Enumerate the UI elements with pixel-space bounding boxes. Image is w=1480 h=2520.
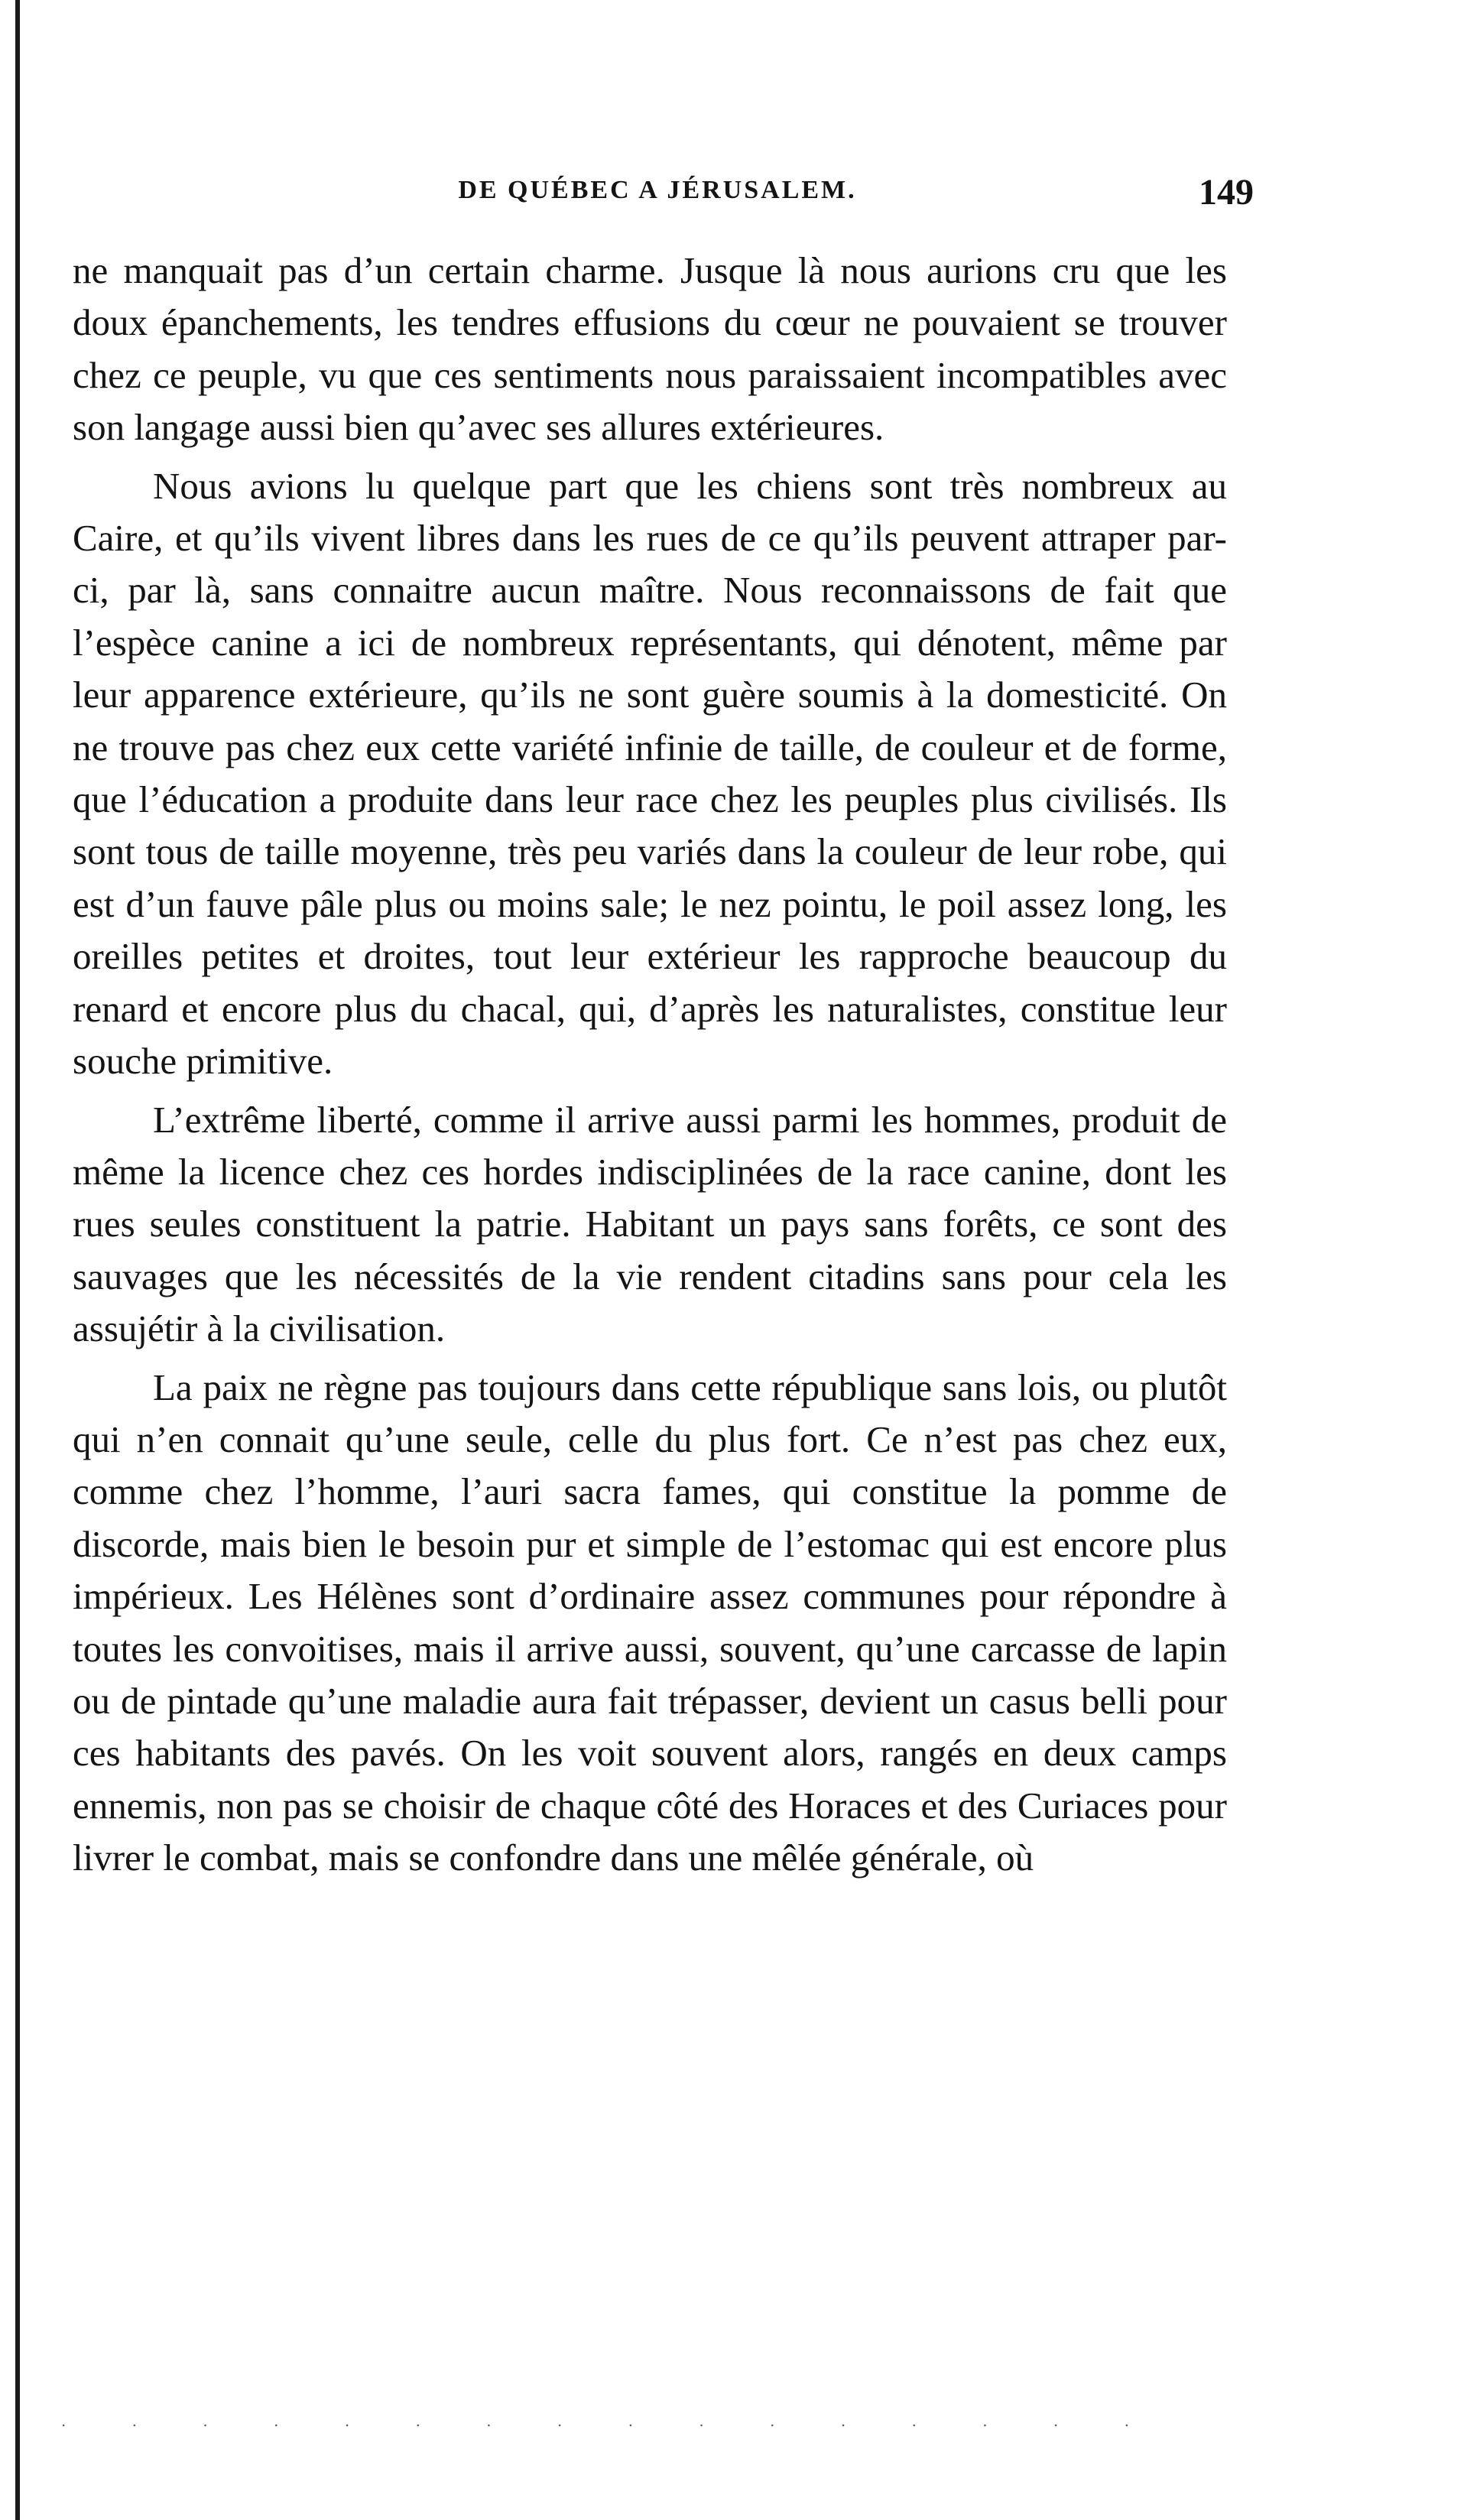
- body-text: [73, 245, 1227, 1885]
- paragraph-2: Nous avions lu quelque part que les chiens sont très nombreux au Caire, et qu’ils vivent libres dans les rues de ce qu’ils peuvent attraper par-ci, par là, sans connaitre aucun maître. Nous reconnaissons de fait que l’espèce canine a ici de nombreux représentants, qui dénotent, même par leur apparence extérieure, qu’ils ne sont guère soumis à la domesticité. On ne trouve pas chez eux cette variété infinie de taille, de couleur et de forme, que l’éducation a produite dans leur race chez les peuples plus civilisés. Ils sont tous de taille moyenne, très peu variés dans la couleur de leur robe, qui est d’un fauve pâle plus ou moins sale; le nez pointu, le poil assez long, les oreilles petites et droites, tout leur extérieur les rapproche beaucoup du renard et encore plus du chacal, qui, d’après les naturalistes, constitue leur souche primitive.: [73, 464, 1227, 1083]
- page-number: 149: [1199, 172, 1254, 213]
- running-title: DE QUÉBEC A JÉRUSALEM.: [458, 176, 857, 204]
- paragraph-1: ne manquait pas d’un certain charme. Jusque là nous aurions cru que les doux épanchements, les tendres effusions du cœur ne pouvaient se trouver chez ce peuple, vu que ces sentiments nous paraissaient incompatibles avec son langage aussi bien qu’avec ses allures extérieures.: [73, 249, 1227, 449]
- paragraph-3: L’extrême liberté, comme il arrive aussi parmi les hommes, produit de même la licence chez ces hordes indisciplinées de la race canine, dont les rues seules constituent la patrie. Habitant un pays sans forêts, ce sont des sauvages que les nécessités de la vie rendent citadins sans pour cela les assujétir à la civilisation.: [73, 1098, 1227, 1350]
- scan-speckles: · · · · · · · · · · · · · · · ·: [61, 2416, 1160, 2434]
- paragraph-4: La paix ne règne pas toujours dans cette république sans lois, ou plutôt qui n’en connait qu’une seule, celle du plus fort. Ce n’est pas chez eux, comme chez l’homme, l’auri sacra fames, qui constitue la pomme de discorde, mais bien le besoin pur et simple de l’estomac qui est encore plus impérieux. Les Hélènes sont d’ordinaire assez communes pour répondre à toutes les convoitises, mais il arrive aussi, souvent, qu’une carcasse de lapin ou de pintade qu’une maladie aura fait trépasser, devient un casus belli pour ces habitants des pavés. On les voit souvent alors, rangés en deux camps ennemis, non pas se choisir de chaque côté des Horaces et des Curiaces pour livrer le combat, mais se confondre dans une mêlée générale, où: [73, 1366, 1227, 1879]
- running-head: [61, 172, 1254, 229]
